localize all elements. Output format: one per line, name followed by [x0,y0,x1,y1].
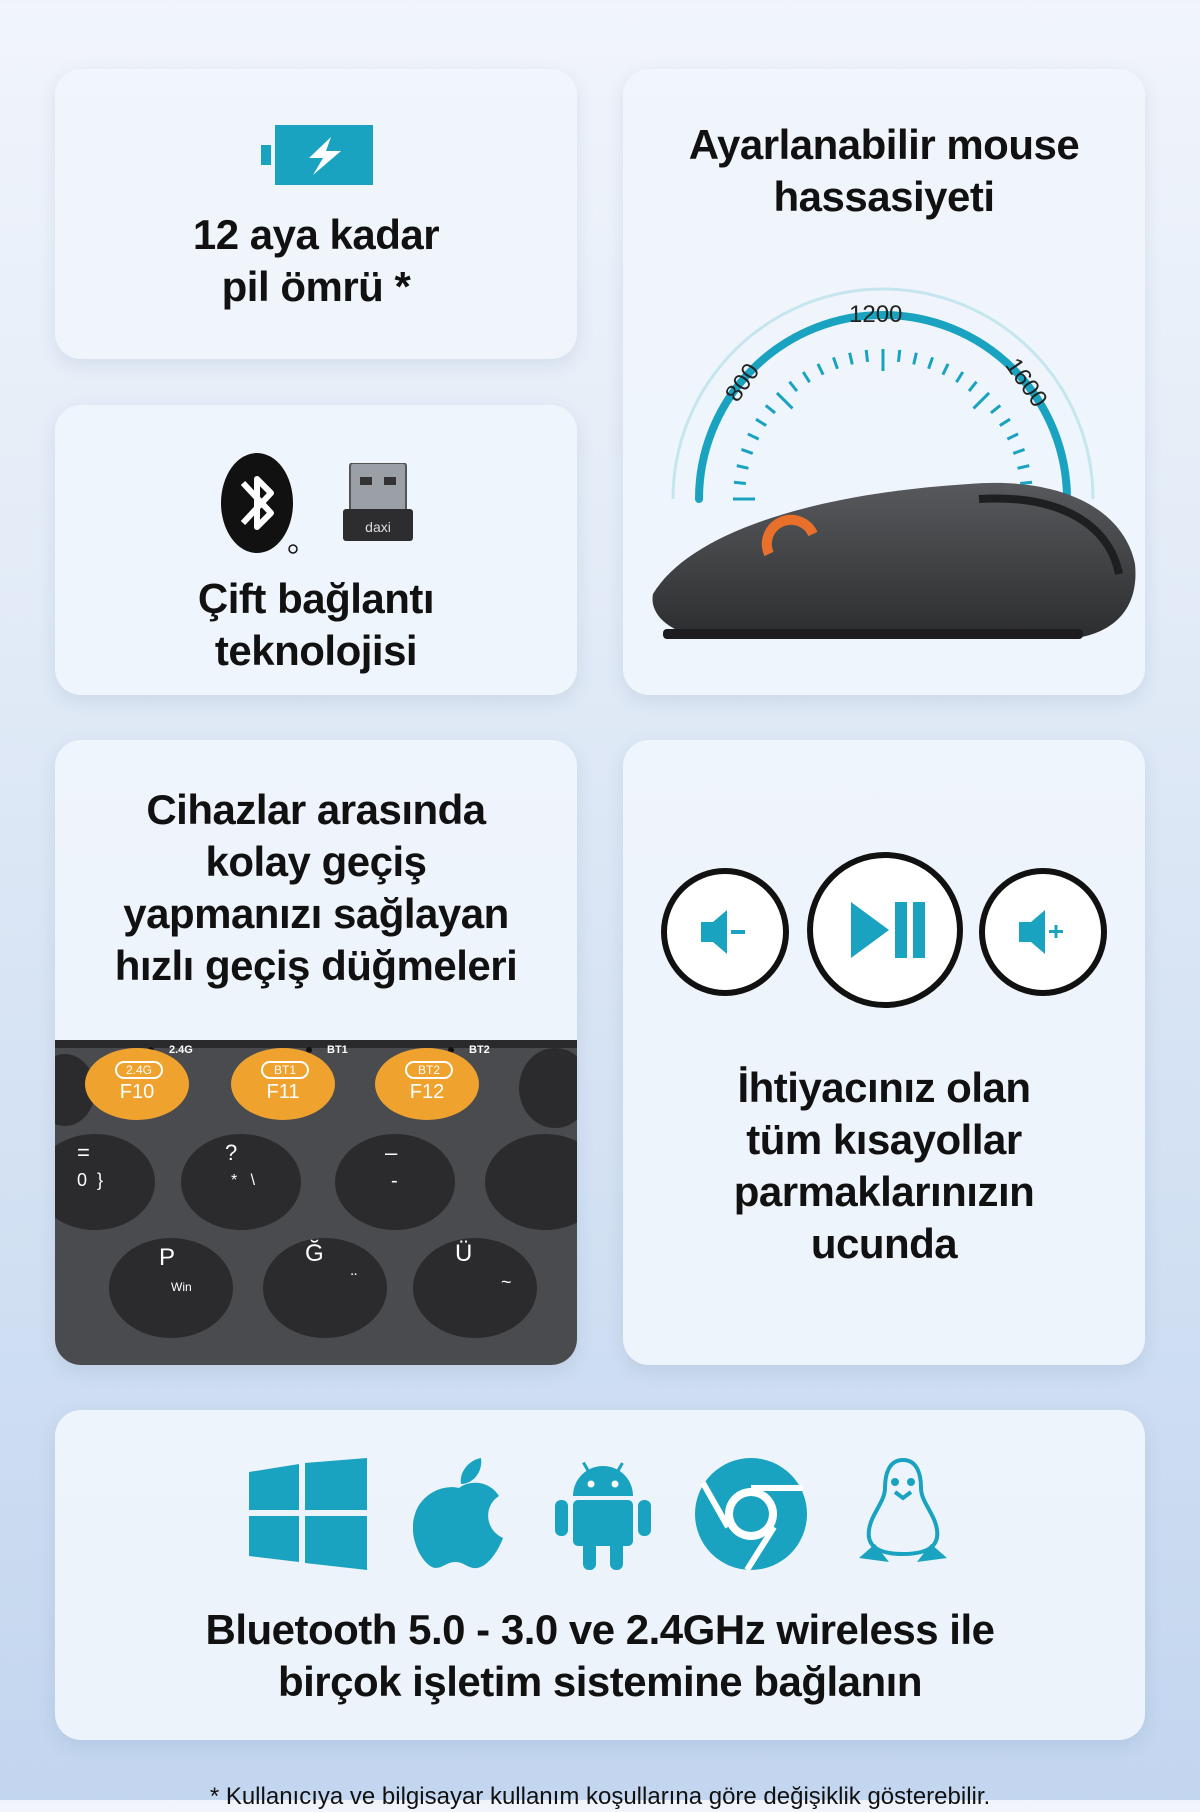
dial-tick [766,405,775,412]
os-compatibility-card [55,1410,1145,1740]
key-u-bottom: ~ [501,1272,512,1292]
battery-charging-icon [261,125,373,185]
dial-tick [866,350,867,362]
android-icon [555,1458,651,1570]
receiver-label: daxi [365,519,391,535]
volume-down-icon [667,874,783,990]
key-g-bottom: ¨ [351,1270,357,1290]
key-star-bottom: * \ [231,1172,256,1189]
key-0-top: = [77,1140,90,1165]
media-title: İhtiyacınız olan tüm kısayollar parmaklarınızın ucunda [733,1064,1035,1267]
fkey-f11-label: F11 [266,1081,300,1103]
dial-tick [818,364,823,375]
dial-tick [803,372,809,382]
dial-tick [1013,449,1024,453]
play-pause-icon [813,858,957,1002]
dial-tick [833,357,837,368]
quick-switch-card [55,740,577,1365]
dial-tick [914,353,917,365]
volume-up-icon [985,874,1101,990]
mouse-image [649,454,1145,644]
dial-tick [991,405,1000,412]
key-u-top: Ü [455,1240,473,1267]
dial-tick [741,449,752,453]
volume-down-button [661,868,789,996]
fkey-f12-badge: BT2 [405,1061,453,1079]
os-title: Bluetooth 5.0 - 3.0 ve 2.4GHz wireless ile birçok işletim sistemine bağlanın [205,1606,995,1705]
dial-tick [974,393,990,409]
led-label-bt2: BT2 [469,1044,490,1056]
dial-tick [943,364,948,375]
key-0-bottom: 0 } [77,1170,104,1190]
dial-tick [956,372,962,382]
dial-tick [789,382,796,391]
dial-tick [929,357,933,368]
dial-label-1600: 1600 [999,353,1053,413]
fkey-f10-label: F10 [119,1081,155,1103]
dial-tick [756,419,766,425]
bluetooth-icon [221,453,299,557]
battery-life-card [55,69,577,359]
key-dash-bottom: - [391,1170,398,1192]
fkey-f10-badge: 2.4G [115,1061,163,1079]
dial-tick [777,393,793,409]
volume-up-button [979,868,1107,996]
key-star-top: ? [225,1140,238,1165]
fkey-f12-label: F12 [409,1081,445,1103]
footnote: * Kullanıcıya ve bilgisayar kullanım koşullarına göre değişiklik gösterebilir. [209,1783,991,1810]
switch-title: Cihazlar arasında kolay geçiş yapmanızı sağlayan hızlı geçiş düğmeleri [114,786,518,989]
mouse-sensitivity-card [623,69,1145,695]
key-dash-top: – [385,1140,398,1165]
dpi-title: Ayarlanabilir mouse hassasiyeti [688,121,1080,220]
chrome-icon [695,1458,807,1570]
dial-tick [969,382,976,391]
dial-label-1200: 1200 [849,301,903,328]
play-pause-button [807,852,963,1008]
key-g-top: Ğ [305,1240,324,1267]
dual-connection-card [55,405,577,695]
shortcuts-card [623,740,1145,1365]
dial-tick [850,353,853,365]
led-label-24g: 2.4G [169,1044,193,1056]
led-label-bt1: BT1 [327,1044,348,1056]
key-p-top: P [159,1244,176,1271]
dial-label-800: 800 [720,358,766,407]
dial-tick [1000,419,1010,425]
dial-tick [748,434,759,439]
connection-title: Çift bağlantı teknolojisi [197,575,435,674]
dial-tick [898,350,899,362]
battery-title: 12 aya kadar pil ömrü * [192,211,440,310]
linux-icon [855,1458,951,1570]
apple-icon [413,1458,505,1570]
dial-tick [1007,434,1018,439]
windows-icon [249,1458,367,1570]
key-p-bottom: Win [171,1280,192,1294]
fkey-f11-badge: BT1 [261,1061,309,1079]
